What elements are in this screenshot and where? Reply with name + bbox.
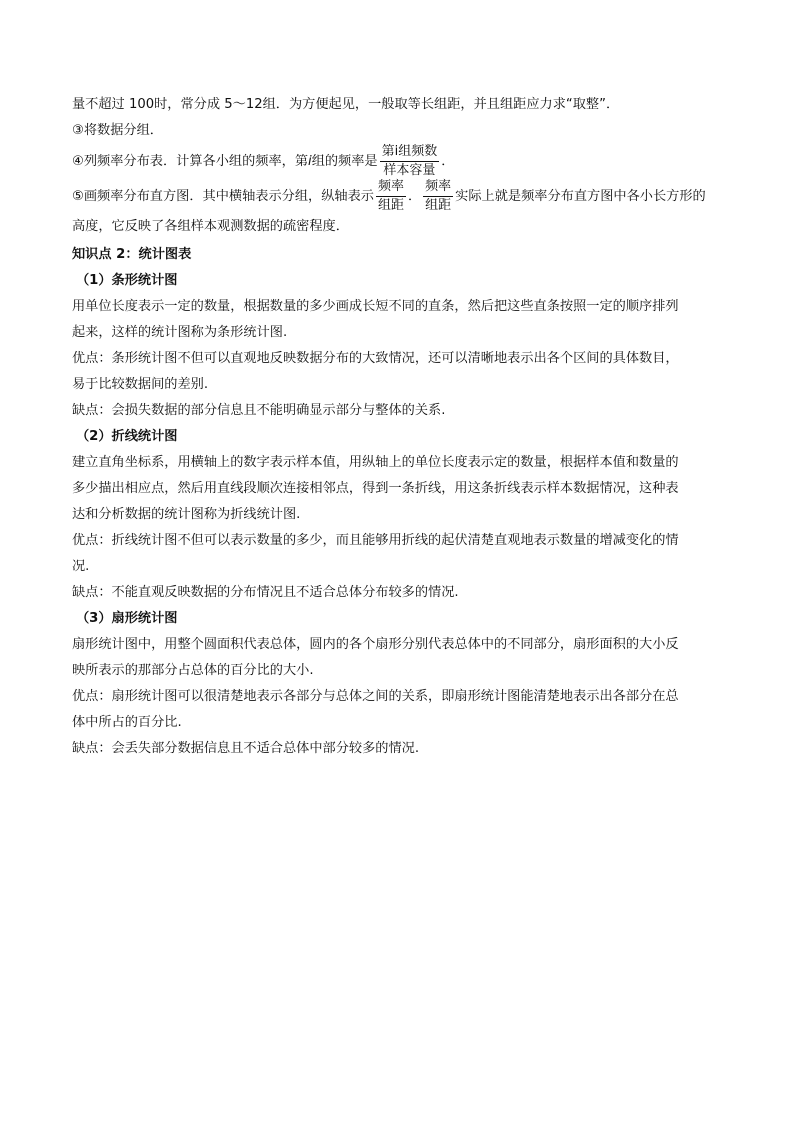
step-4-middle: 组的频率是 (311, 153, 378, 169)
frequency-per-interval-fraction-2 (423, 179, 453, 214)
line-chart-advantage-line-2: 况. (72, 559, 90, 574)
pie-chart-advantage-line-1: 优点：扇形统计图可以很清楚地表示各部分与总体之间的关系，即扇形统计图能清楚地表示出各部分在总 (72, 689, 679, 704)
fraction-1-numerator: 频率 (376, 179, 406, 197)
bar-chart-definition-line-1: 用单位长度表示一定的数量，根据数量的多少画成长短不同的直条，然后把这些直条按照一定的顺序排列 (72, 299, 679, 314)
frequency-fraction-numerator: 第i组频数 (380, 144, 440, 162)
line-chart-definition-line-1: 建立直角坐标系，用横轴上的数字表示样本值，用纵轴上的单位长度表示定的数量，根据样本值和数量的 (72, 455, 679, 470)
step-5-separator: ． (407, 188, 422, 204)
pie-chart-definition-line-1: 扇形统计图中，用整个圆面积代表总体，圆内的各个扇形分别代表总体中的不同部分，扇形面积的大小反 (72, 637, 679, 652)
text-line-grouping-note: 量不超过 100时，常分成 5～12组．为方便起见，一般取等长组距，并且组距应力求“取整”． (72, 97, 620, 112)
knowledge-point-2-title: 知识点 2：统计图表 (72, 247, 192, 262)
document-page (72, 92, 724, 762)
pie-chart-definition-line-2: 映所表示的那部分占总体的百分比的大小. (72, 663, 314, 678)
frequency-fraction (380, 144, 440, 179)
line-chart-advantage-line-1: 优点：折线统计图不但可以表示数量的多少，而且能够用折线的起伏清楚直观地表示数量的增减变化的情 (72, 533, 679, 548)
section-bar-chart-title: （1）条形统计图 (76, 273, 178, 288)
bar-chart-advantage-line-2: 易于比较数据间的差别. (72, 377, 209, 392)
fraction-1-denominator: 组距 (377, 198, 404, 213)
fraction-2-numerator: 频率 (423, 179, 453, 197)
bar-chart-advantage-line-1: 优点：条形统计图不但可以直观地反映数据分布的大致情况，还可以清晰地表示出各个区间的具体数目， (72, 351, 679, 366)
step-4-text (72, 144, 724, 179)
frequency-per-interval-fraction-1 (376, 179, 406, 214)
bar-chart-definition-line-2: 起来，这样的统计图称为条形统计图. (72, 325, 288, 340)
section-pie-chart-title: （3）扇形统计图 (76, 611, 178, 626)
step-5-text (72, 179, 724, 214)
pie-chart-disadvantage: 缺点：会丢失部分数据信息且不适合总体中部分较多的情况. (72, 741, 420, 756)
step-4-index-i: i (308, 153, 312, 169)
bar-chart-disadvantage: 缺点：会损失数据的部分信息且不能明确显示部分与整体的关系. (72, 403, 446, 418)
step-5-prefix: ⑤画频率分布直方图．其中横轴表示分组，纵轴表示 (72, 188, 374, 204)
fraction-2-denominator: 组距 (425, 198, 452, 213)
line-chart-definition-line-2: 多少描出相应点，然后用直线段顺次连接相邻点，得到一条折线，用这条折线表示样本数据情况，这种表 (72, 481, 679, 496)
step-5-continuation: 高度，它反映了各组样本观测数据的疏密程度． (72, 219, 349, 234)
frequency-fraction-denominator: 样本容量 (383, 163, 436, 178)
section-line-chart-title: （2）折线统计图 (76, 429, 178, 444)
line-chart-disadvantage: 缺点：不能直观反映数据的分布情况且不适合总体分布较多的情况. (72, 585, 459, 600)
step-4-suffix: ． (441, 153, 455, 169)
step-5-suffix: 实际上就是频率分布直方图中各小长方形的 (455, 188, 706, 204)
line-chart-definition-line-3: 达和分析数据的统计图称为折线统计图. (72, 507, 301, 522)
pie-chart-advantage-line-2: 体中所占的百分比. (72, 715, 182, 730)
step-3-text: ③将数据分组． (72, 123, 163, 138)
step-4-prefix: ④列频率分布表．计算各小组的频率，第 (72, 153, 309, 169)
